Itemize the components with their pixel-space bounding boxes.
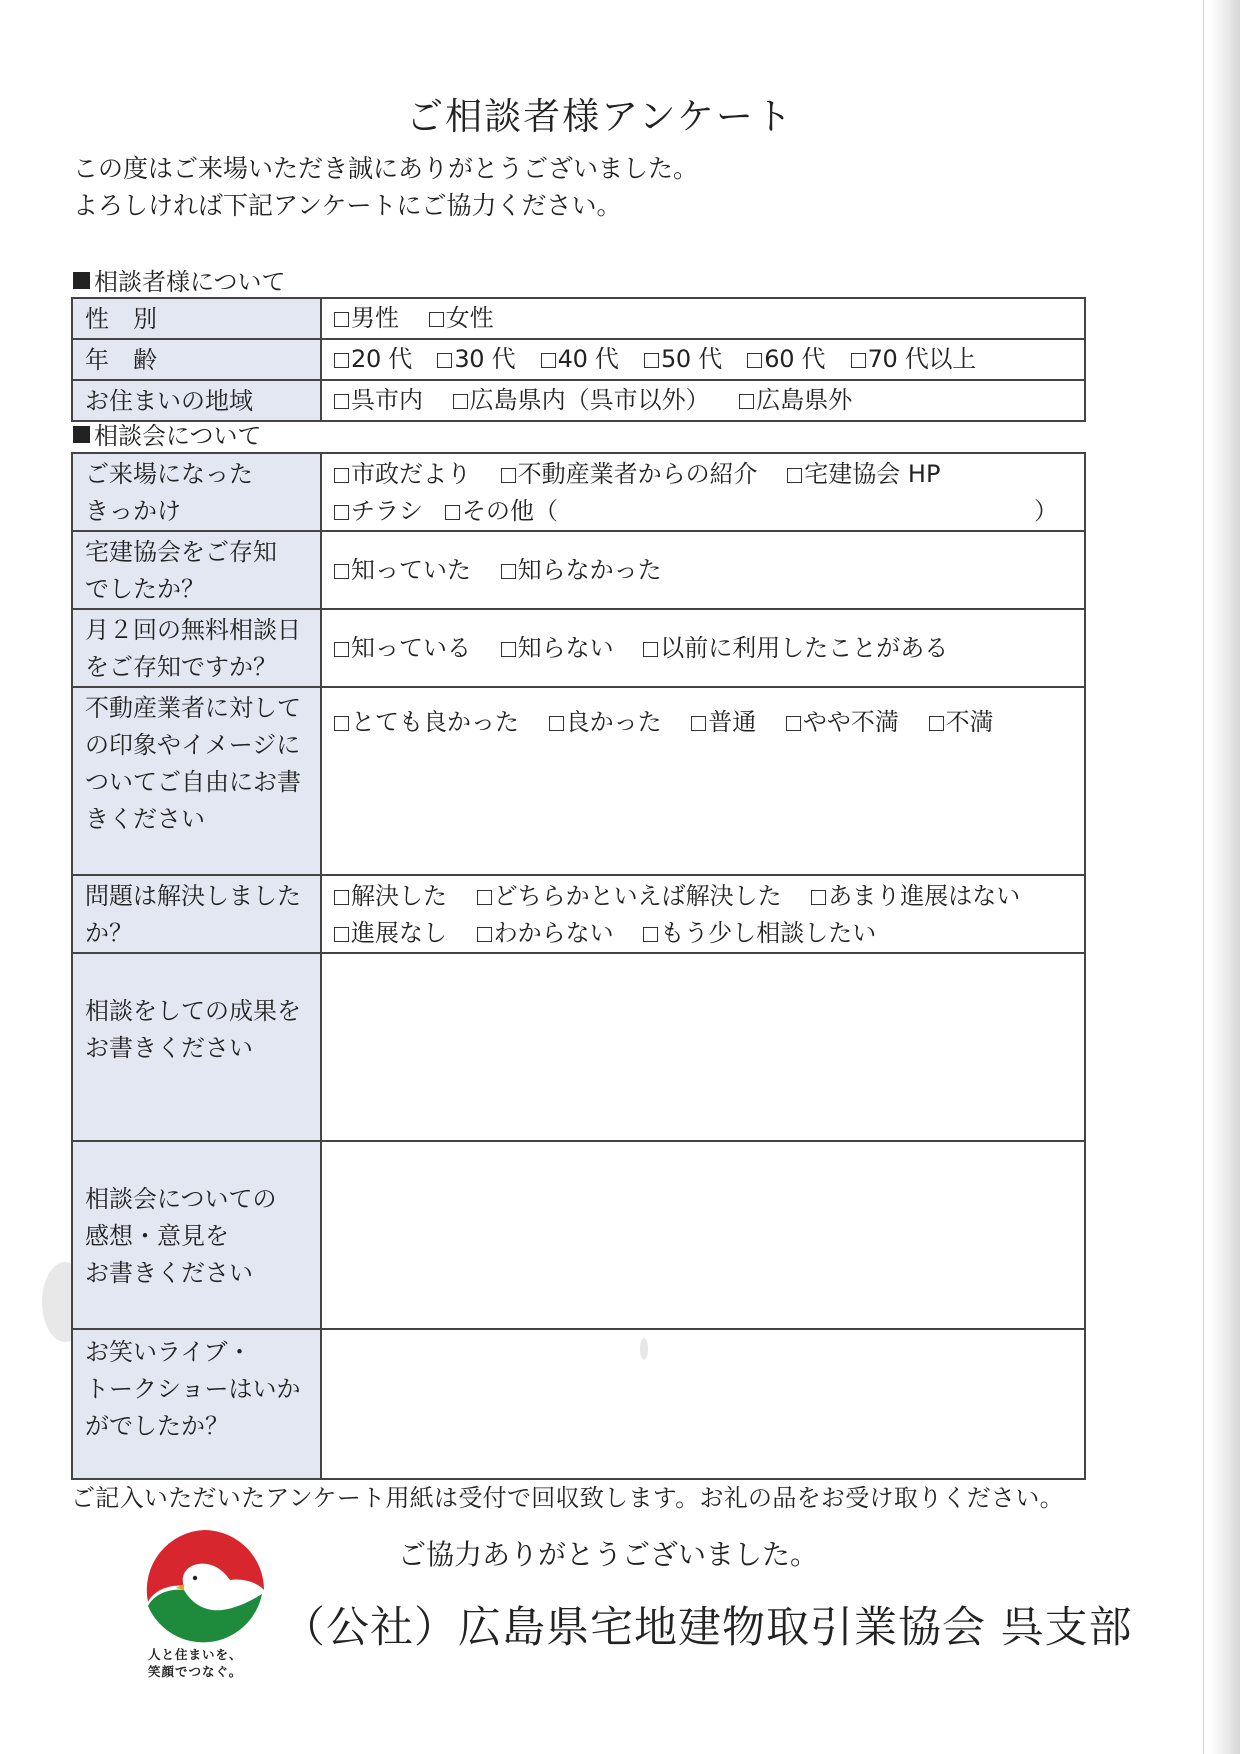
results-text-area[interactable] [321,953,1085,1141]
section-heading-consultation [73,416,262,451]
row-age [72,339,1085,380]
logo-bird-eye [193,1576,197,1580]
checkbox-icon[interactable] [334,716,349,731]
checkbox-icon[interactable] [786,716,801,731]
row-resolved [72,875,1085,953]
scan-edge-line [1203,0,1204,1754]
collection-note: ご記入いただいたアンケート用紙は受付で回収致します。お礼の品をお受け取りください。 [71,1484,1064,1512]
label-feedback: 相談会についての 感想・意見を お書きください [72,1141,321,1329]
section-heading-label: 相談会について [94,422,262,450]
checkbox-icon[interactable] [334,642,349,657]
label-reason: ご来場になった きっかけ [72,453,321,531]
checkbox-icon[interactable] [334,394,349,409]
checkbox-icon[interactable] [453,394,468,409]
label-results: 相談をしての成果を お書きください [72,953,321,1141]
label-free-consultation: 月２回の無料相談日 をご存知ですか？ [72,609,321,687]
option-female[interactable]: 女性 [429,300,494,337]
options-residence [321,380,1085,421]
option-age-40[interactable]: 40 代 [541,341,619,378]
checkbox-icon[interactable] [445,505,460,520]
row-free-consultation [72,609,1085,687]
intro-line-2: よろしければ下記アンケートにご協力ください。 [73,191,622,220]
row-results [72,953,1085,1141]
label-comedy-live: お笑いライブ・ トークショーはいか がでしたか？ [72,1329,321,1479]
checkbox-icon[interactable] [851,353,866,368]
option-average[interactable]: 普通 [691,704,756,741]
consultation-table [71,452,1086,1480]
checkbox-icon[interactable] [643,927,658,942]
checkbox-icon[interactable] [437,353,452,368]
checkbox-icon[interactable] [747,353,762,368]
checkbox-icon[interactable] [643,642,658,657]
logo-tagline: 人と住まいを、 笑顔でつなぐ。 [148,1647,243,1679]
checkbox-icon[interactable] [429,312,444,327]
intro-text [73,150,698,224]
option-age-60[interactable]: 60 代 [747,341,825,378]
intro-line-1: この度はご来場いただき誠にありがとうございました。 [73,154,699,183]
row-reason [72,453,1085,531]
option-know[interactable]: 知っている [334,630,471,667]
option-flyer[interactable]: チラシ [334,493,423,530]
option-agent-referral[interactable]: 不動産業者からの紹介 [501,456,758,493]
options-free-consultation [321,609,1085,687]
option-unsure[interactable]: わからない [477,915,614,952]
option-mostly-resolved[interactable]: どちらかといえば解決した [477,878,782,915]
other-write-in-field[interactable] [558,493,1034,530]
organization-name: （公社）広島県宅地建物取引業協会 呉支部 [282,1603,1133,1653]
label-know-association: 宅建協会をご存知 でしたか？ [72,531,321,609]
section-heading-respondent [73,262,286,297]
checkbox-icon[interactable] [334,927,349,942]
option-association-hp[interactable]: 宅建協会 HP [787,456,940,493]
option-little-progress[interactable]: あまり進展はない [811,878,1020,915]
label-gender: 性 別 [72,298,321,339]
row-impression [72,687,1085,875]
options-age [321,339,1085,380]
checkbox-icon[interactable] [477,927,492,942]
checkbox-icon[interactable] [787,468,802,483]
checkbox-icon[interactable] [501,564,516,579]
row-feedback [72,1141,1085,1329]
option-outside-pref[interactable]: 広島県外 [739,382,852,419]
checkbox-icon[interactable] [334,890,349,905]
checkbox-icon[interactable] [334,312,349,327]
label-age: 年 齢 [72,339,321,380]
page-title: ご相談者様アンケート [406,95,794,138]
option-age-30[interactable]: 30 代 [437,341,515,378]
feedback-text-area[interactable] [321,1141,1085,1329]
comedy-live-text-area[interactable] [321,1329,1085,1479]
options-know-association [321,531,1085,609]
option-other[interactable]: その他（ [445,493,558,530]
section-heading-label: 相談者様について [94,268,286,296]
respondent-table [71,297,1086,422]
checkbox-icon[interactable] [644,353,659,368]
options-gender [321,298,1085,339]
option-didnt-know[interactable]: 知らなかった [501,552,662,589]
checkbox-icon[interactable] [334,564,349,579]
option-good[interactable]: 良かった [549,704,662,741]
checkbox-icon[interactable] [549,716,564,731]
option-dont-know[interactable]: 知らない [501,630,614,667]
label-impression: 不動産業者に対して の印象やイメージに ついてご自由にお書 きください [72,687,321,875]
option-consult-more[interactable]: もう少し相談したい [643,915,876,952]
option-hiroshima-pref[interactable]: 広島県内（呉市以外） [453,382,710,419]
options-impression[interactable] [321,687,1085,875]
thanks-message: ご協力ありがとうございました。 [398,1538,819,1571]
row-know-association [72,531,1085,609]
close-paren: ） [1034,497,1058,525]
option-city-newsletter[interactable]: 市政だより [334,456,471,493]
option-resolved[interactable]: 解決した [334,878,447,915]
label-residence: お住まいの地域 [72,380,321,421]
options-reason [321,453,1085,531]
option-age-70plus[interactable]: 70 代以上 [851,341,976,378]
checkbox-icon[interactable] [811,890,826,905]
row-comedy-live [72,1329,1085,1479]
checkbox-icon[interactable] [501,468,516,483]
option-knew[interactable]: 知っていた [334,552,471,589]
square-bullet-icon [73,272,90,289]
option-very-good[interactable]: とても良かった [334,704,519,741]
scan-page-edge [1210,0,1240,1754]
option-somewhat-dissatisfied[interactable]: やや不満 [786,704,899,741]
checkbox-icon[interactable] [501,642,516,657]
option-male[interactable]: 男性 [334,300,399,337]
option-age-50[interactable]: 50 代 [644,341,722,378]
checkbox-icon[interactable] [477,890,492,905]
option-used-before[interactable]: 以前に利用したことがある [643,630,948,667]
checkbox-icon[interactable] [334,468,349,483]
checkbox-icon[interactable] [541,353,556,368]
options-resolved [321,875,1085,953]
option-dissatisfied[interactable]: 不満 [929,704,994,741]
label-resolved: 問題は解決しました か？ [72,875,321,953]
option-kure-city[interactable]: 呉市内 [334,382,423,419]
option-age-20[interactable]: 20 代 [334,341,412,378]
checkbox-icon[interactable] [929,716,944,731]
checkbox-icon[interactable] [334,353,349,368]
checkbox-icon[interactable] [739,394,754,409]
checkbox-icon[interactable] [691,716,706,731]
checkbox-icon[interactable] [334,505,349,520]
option-no-progress[interactable]: 進展なし [334,915,447,952]
row-residence [72,380,1085,421]
square-bullet-icon [73,426,90,443]
row-gender [72,298,1085,339]
